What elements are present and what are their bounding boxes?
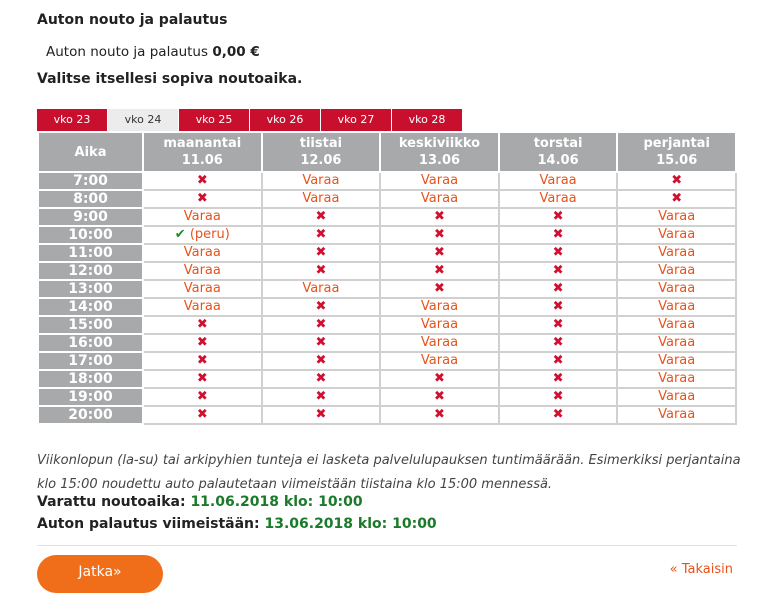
close-icon: ✖ [552, 407, 564, 422]
day-date: 12.06 [300, 153, 342, 168]
continue-button[interactable]: Jatka» [37, 555, 163, 593]
reserve-link[interactable]: Varaa [183, 245, 221, 260]
time-cell: 9:00 [38, 208, 143, 226]
day-name: torstai [533, 136, 583, 151]
time-cell: 13:00 [38, 280, 143, 298]
return-deadline [37, 516, 437, 532]
close-icon: ✖ [315, 353, 327, 368]
slot-cell [143, 334, 262, 352]
week-tab[interactable]: vko 26 [250, 109, 321, 131]
close-icon: ✖ [315, 317, 327, 332]
close-icon: ✖ [315, 407, 327, 422]
table-row [38, 298, 736, 316]
fee-line [46, 44, 260, 60]
reserve-link[interactable]: Varaa [420, 335, 459, 350]
time-cell: 10:00 [38, 226, 143, 244]
slot-cell [143, 352, 262, 370]
slot-cell [617, 334, 736, 352]
slot-cell [143, 172, 262, 190]
reserve-link[interactable]: Varaa [658, 209, 696, 224]
slot-cell-booked [143, 226, 262, 244]
slot-cell [262, 262, 381, 280]
cancel-booking-link[interactable]: (peru) [189, 227, 230, 242]
time-cell: 11:00 [38, 244, 143, 262]
service-note: Viikonlopun (la-su) tai arkipyhien tunteja ei lasketa palvelulupauksen tuntimäärään. Esimerkiksi perjantaina klo 15:00 noudettu auto palautetaan viimeistään tiistaina klo 15:00 mennessä. [37, 453, 741, 492]
table-row [38, 334, 736, 352]
time-cell: 14:00 [38, 298, 143, 316]
slot-cell [499, 388, 618, 406]
day-header [617, 132, 736, 172]
close-icon: ✖ [552, 371, 564, 386]
slot-cell [143, 190, 262, 208]
close-icon: ✖ [552, 299, 564, 314]
close-icon: ✖ [552, 263, 564, 278]
slot-cell [262, 388, 381, 406]
time-cell: 17:00 [38, 352, 143, 370]
close-icon: ✖ [196, 335, 208, 350]
slot-cell [262, 352, 381, 370]
slot-cell [499, 226, 618, 244]
close-icon: ✖ [434, 389, 445, 404]
reserve-link[interactable]: Varaa [658, 371, 696, 386]
time-cell: 12:00 [38, 262, 143, 280]
slot-cell [617, 208, 736, 226]
slot-cell [499, 406, 618, 424]
close-icon: ✖ [434, 227, 445, 242]
reserve-link[interactable]: Varaa [302, 191, 340, 206]
slot-cell [617, 262, 736, 280]
close-icon: ✖ [671, 191, 683, 206]
slot-cell [380, 244, 499, 262]
reserve-link[interactable]: Varaa [420, 173, 459, 188]
schedule-header-row [38, 132, 736, 172]
close-icon: ✖ [315, 209, 327, 224]
slot-cell [380, 172, 499, 190]
slot-cell [499, 262, 618, 280]
slot-cell [143, 298, 262, 316]
slot-cell [499, 334, 618, 352]
reserve-link[interactable]: Varaa [658, 299, 696, 314]
booked-time [37, 494, 363, 510]
slot-cell [262, 280, 381, 298]
table-row [38, 406, 736, 424]
divider [37, 545, 737, 546]
close-icon: ✖ [196, 371, 208, 386]
slot-cell [499, 280, 618, 298]
return-deadline-value: 13.06.2018 klo: 10:00 [264, 516, 437, 532]
reserve-link[interactable]: Varaa [183, 263, 221, 278]
day-date: 11.06 [181, 153, 223, 168]
week-tab[interactable]: vko 28 [392, 109, 463, 131]
section-title: Auton nouto ja palautus [37, 12, 228, 28]
day-name: maanantai [163, 136, 242, 151]
time-cell: 19:00 [38, 388, 143, 406]
slot-cell [617, 370, 736, 388]
reserve-link[interactable]: Varaa [658, 335, 696, 350]
close-icon: ✖ [552, 335, 564, 350]
close-icon: ✖ [434, 407, 445, 422]
time-cell: 7:00 [38, 172, 143, 190]
reserve-link[interactable]: Varaa [658, 245, 696, 260]
close-icon: ✖ [315, 263, 327, 278]
slot-cell [380, 226, 499, 244]
reserve-link[interactable]: Varaa [658, 353, 696, 368]
reserve-link[interactable]: Varaa [539, 191, 577, 206]
close-icon: ✖ [552, 281, 564, 296]
close-icon: ✖ [552, 209, 564, 224]
slot-cell [499, 352, 618, 370]
close-icon: ✖ [315, 371, 327, 386]
slot-cell [143, 280, 262, 298]
reserve-link[interactable]: Varaa [302, 281, 340, 296]
close-icon: ✖ [552, 389, 564, 404]
reserve-link[interactable]: Varaa [420, 191, 459, 206]
slot-cell [499, 190, 618, 208]
back-link[interactable]: « Takaisin [669, 562, 733, 577]
slot-cell [617, 388, 736, 406]
day-date: 15.06 [656, 153, 698, 168]
day-date: 13.06 [418, 153, 461, 168]
close-icon: ✖ [434, 209, 445, 224]
slot-cell [380, 388, 499, 406]
slot-cell [617, 316, 736, 334]
slot-cell [499, 208, 618, 226]
week-tabs [37, 109, 463, 131]
time-cell: 20:00 [38, 406, 143, 424]
table-row [38, 262, 736, 280]
slot-cell [262, 208, 381, 226]
close-icon: ✖ [552, 245, 564, 260]
reserve-link[interactable]: Varaa [539, 173, 577, 188]
close-icon: ✖ [434, 245, 445, 260]
slot-cell [262, 406, 381, 424]
time-cell: 8:00 [38, 190, 143, 208]
slot-cell [143, 388, 262, 406]
slot-cell [617, 226, 736, 244]
slot-cell [380, 208, 499, 226]
close-icon: ✖ [196, 173, 208, 188]
slot-cell [380, 316, 499, 334]
day-name: perjantai [643, 136, 710, 151]
week-tab[interactable]: vko 25 [179, 109, 250, 131]
slot-cell [143, 244, 262, 262]
reserve-link[interactable]: Varaa [658, 281, 696, 296]
slot-cell [262, 190, 381, 208]
close-icon: ✖ [434, 281, 445, 296]
slot-cell [617, 406, 736, 424]
time-cell: 18:00 [38, 370, 143, 388]
check-icon: ✔ [174, 227, 186, 242]
table-row [38, 172, 736, 190]
slot-cell [617, 298, 736, 316]
schedule-table [37, 131, 737, 425]
reserve-link[interactable]: Varaa [658, 227, 696, 242]
reserve-link[interactable]: Varaa [183, 281, 221, 296]
table-row [38, 190, 736, 208]
slot-cell [380, 406, 499, 424]
slot-cell [143, 262, 262, 280]
reserve-link[interactable]: Varaa [658, 317, 696, 332]
close-icon: ✖ [552, 317, 564, 332]
close-icon: ✖ [434, 371, 445, 386]
reserve-link[interactable]: Varaa [420, 317, 459, 332]
day-name: tiistai [299, 136, 343, 151]
close-icon: ✖ [315, 245, 327, 260]
slot-cell [380, 352, 499, 370]
slot-cell [499, 172, 618, 190]
reserve-link[interactable]: Varaa [183, 209, 221, 224]
booked-time-label: Varattu noutoaika: [37, 494, 186, 510]
reserve-link[interactable]: Varaa [183, 299, 221, 314]
close-icon: ✖ [671, 173, 683, 188]
day-header [143, 132, 262, 172]
slot-cell [499, 298, 618, 316]
table-row [38, 352, 736, 370]
reserve-link[interactable]: Varaa [420, 353, 459, 368]
reserve-link[interactable]: Varaa [420, 299, 459, 314]
slot-cell [617, 244, 736, 262]
slot-cell [617, 280, 736, 298]
close-icon: ✖ [196, 191, 208, 206]
close-icon: ✖ [552, 353, 564, 368]
slot-cell [380, 190, 499, 208]
week-tab[interactable]: vko 23 [37, 109, 108, 131]
day-name: keskiviikko [398, 136, 481, 151]
reserve-link[interactable]: Varaa [658, 389, 696, 404]
slot-cell [143, 406, 262, 424]
reserve-link[interactable]: Varaa [658, 407, 696, 422]
table-row [38, 208, 736, 226]
fee-value: 0,00 € [212, 44, 260, 60]
reserve-link[interactable]: Varaa [302, 173, 340, 188]
slot-cell [262, 370, 381, 388]
table-row [38, 370, 736, 388]
slot-cell [380, 370, 499, 388]
table-row [38, 316, 736, 334]
slot-cell [380, 334, 499, 352]
slot-cell [617, 352, 736, 370]
booked-time-value: 11.06.2018 klo: 10:00 [190, 494, 363, 510]
close-icon: ✖ [434, 263, 445, 278]
slot-cell [262, 316, 381, 334]
day-header [499, 132, 618, 172]
day-header [380, 132, 499, 172]
slot-cell [380, 262, 499, 280]
table-row [38, 388, 736, 406]
close-icon: ✖ [196, 317, 208, 332]
slot-cell [262, 226, 381, 244]
table-row [38, 244, 736, 262]
slot-cell [143, 370, 262, 388]
close-icon: ✖ [196, 389, 208, 404]
slot-cell [499, 370, 618, 388]
close-icon: ✖ [196, 407, 208, 422]
close-icon: ✖ [315, 389, 327, 404]
slot-cell [380, 298, 499, 316]
slot-cell [262, 172, 381, 190]
slot-cell [617, 172, 736, 190]
day-header [262, 132, 381, 172]
slot-cell [499, 316, 618, 334]
close-icon: ✖ [315, 227, 327, 242]
slot-cell [143, 316, 262, 334]
close-icon: ✖ [315, 299, 327, 314]
close-icon: ✖ [552, 227, 564, 242]
reserve-link[interactable]: Varaa [658, 263, 696, 278]
time-cell: 16:00 [38, 334, 143, 352]
slot-cell [617, 190, 736, 208]
table-row [38, 280, 736, 298]
table-row [38, 226, 736, 244]
return-deadline-label: Auton palautus viimeistään: [37, 516, 260, 532]
week-tab[interactable]: vko 27 [321, 109, 392, 131]
fee-label: Auton nouto ja palautus [46, 44, 209, 60]
close-icon: ✖ [315, 335, 327, 350]
day-date: 14.06 [537, 153, 579, 168]
slot-cell [262, 244, 381, 262]
instruction: Valitse itsellesi sopiva noutoaika. [37, 71, 303, 87]
week-tab[interactable]: vko 24 [108, 109, 179, 131]
slot-cell [499, 244, 618, 262]
slot-cell [380, 280, 499, 298]
time-column-header: Aika [38, 132, 143, 172]
time-cell: 15:00 [38, 316, 143, 334]
slot-cell [262, 298, 381, 316]
slot-cell [262, 334, 381, 352]
close-icon: ✖ [196, 353, 208, 368]
slot-cell [143, 208, 262, 226]
